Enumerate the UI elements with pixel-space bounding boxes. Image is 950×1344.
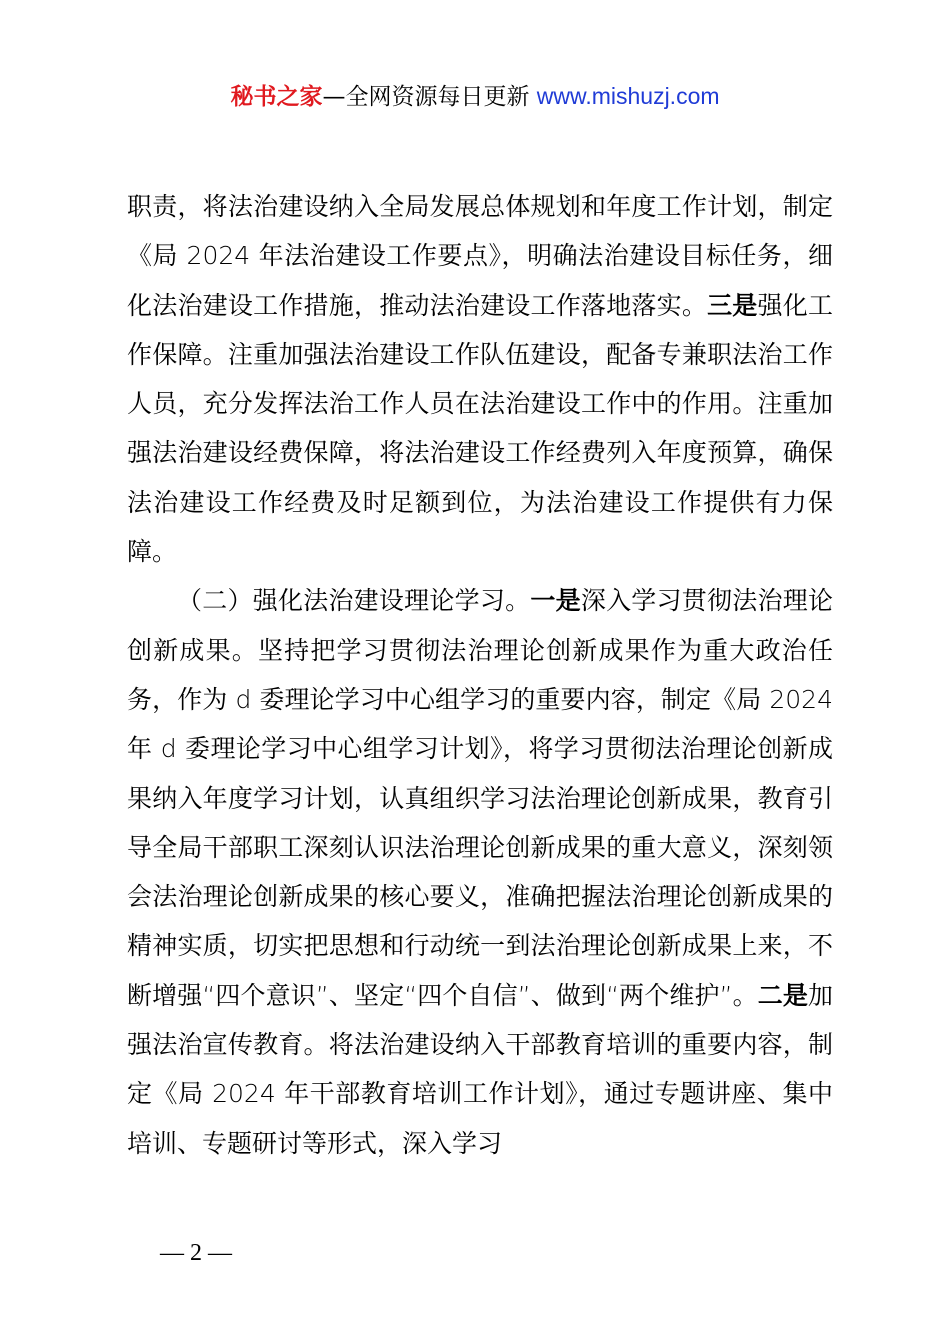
bold-text-segment: 二是 <box>757 980 808 1010</box>
text-segment: 加强法治宣传教育。将法治建设纳入干部教育培训的重要内容，制定《局 2024 年干部教育培训工作计划》，通过专题讲座、集中培训、专题研讨等形式，深入学习 <box>127 980 833 1158</box>
page-number: — 2 — <box>160 1240 232 1266</box>
text-segment: 深入学习贯彻法治理论创新成果。坚持把学习贯彻法治理论创新成果作为重大政治任务，作为 d 委理论学习中心组学习的重要内容，制定《局 2024 年 d 委理论学习中心组学习计划》，将学习贯彻法治理论创新成果纳入年度学习计划，认真组织学习法治理论创新成果，教育引导全局干部职工深刻认识法治理论创新成果的重大意义，深刻领会法治理论创新成果的核心要义，准确把握法治理论创新成果的精神实质，切实把思想和行动统一到法治理论创新成果上来，不断增强“四个意识”、坚定“四个自信”、做到“两个维护”。 <box>127 586 833 1010</box>
paragraph <box>127 182 833 576</box>
section-heading: （二）强化法治建设理论学习。 <box>177 586 531 616</box>
site-header <box>0 80 950 113</box>
paragraph <box>127 576 833 1168</box>
text-segment: 强化工作保障。注重加强法治建设工作队伍建设，配备专兼职法治工作人员，充分发挥法治工作人员在法治建设工作中的作用。注重加强法治建设经费保障，将法治建设工作经费列入年度预算，确保法治建设工作经费及时足额到位，为法治建设工作提供有力保障。 <box>127 290 833 567</box>
bold-text-segment: 一是 <box>530 586 581 616</box>
bold-text-segment: 三是 <box>707 290 758 320</box>
site-brand: 秘书之家 <box>230 84 323 110</box>
site-url-link[interactable]: www.mishuzj.com <box>536 83 720 109</box>
document-body <box>127 182 833 1168</box>
site-slogan: —全网资源每日更新 <box>322 84 537 110</box>
text-segment: 职责，将法治建设纳入全局发展总体规划和年度工作计划，制定《局 2024 年法治建设工作要点》，明确法治建设目标任务，细化法治建设工作措施，推动法治建设工作落地落实。 <box>127 192 833 320</box>
